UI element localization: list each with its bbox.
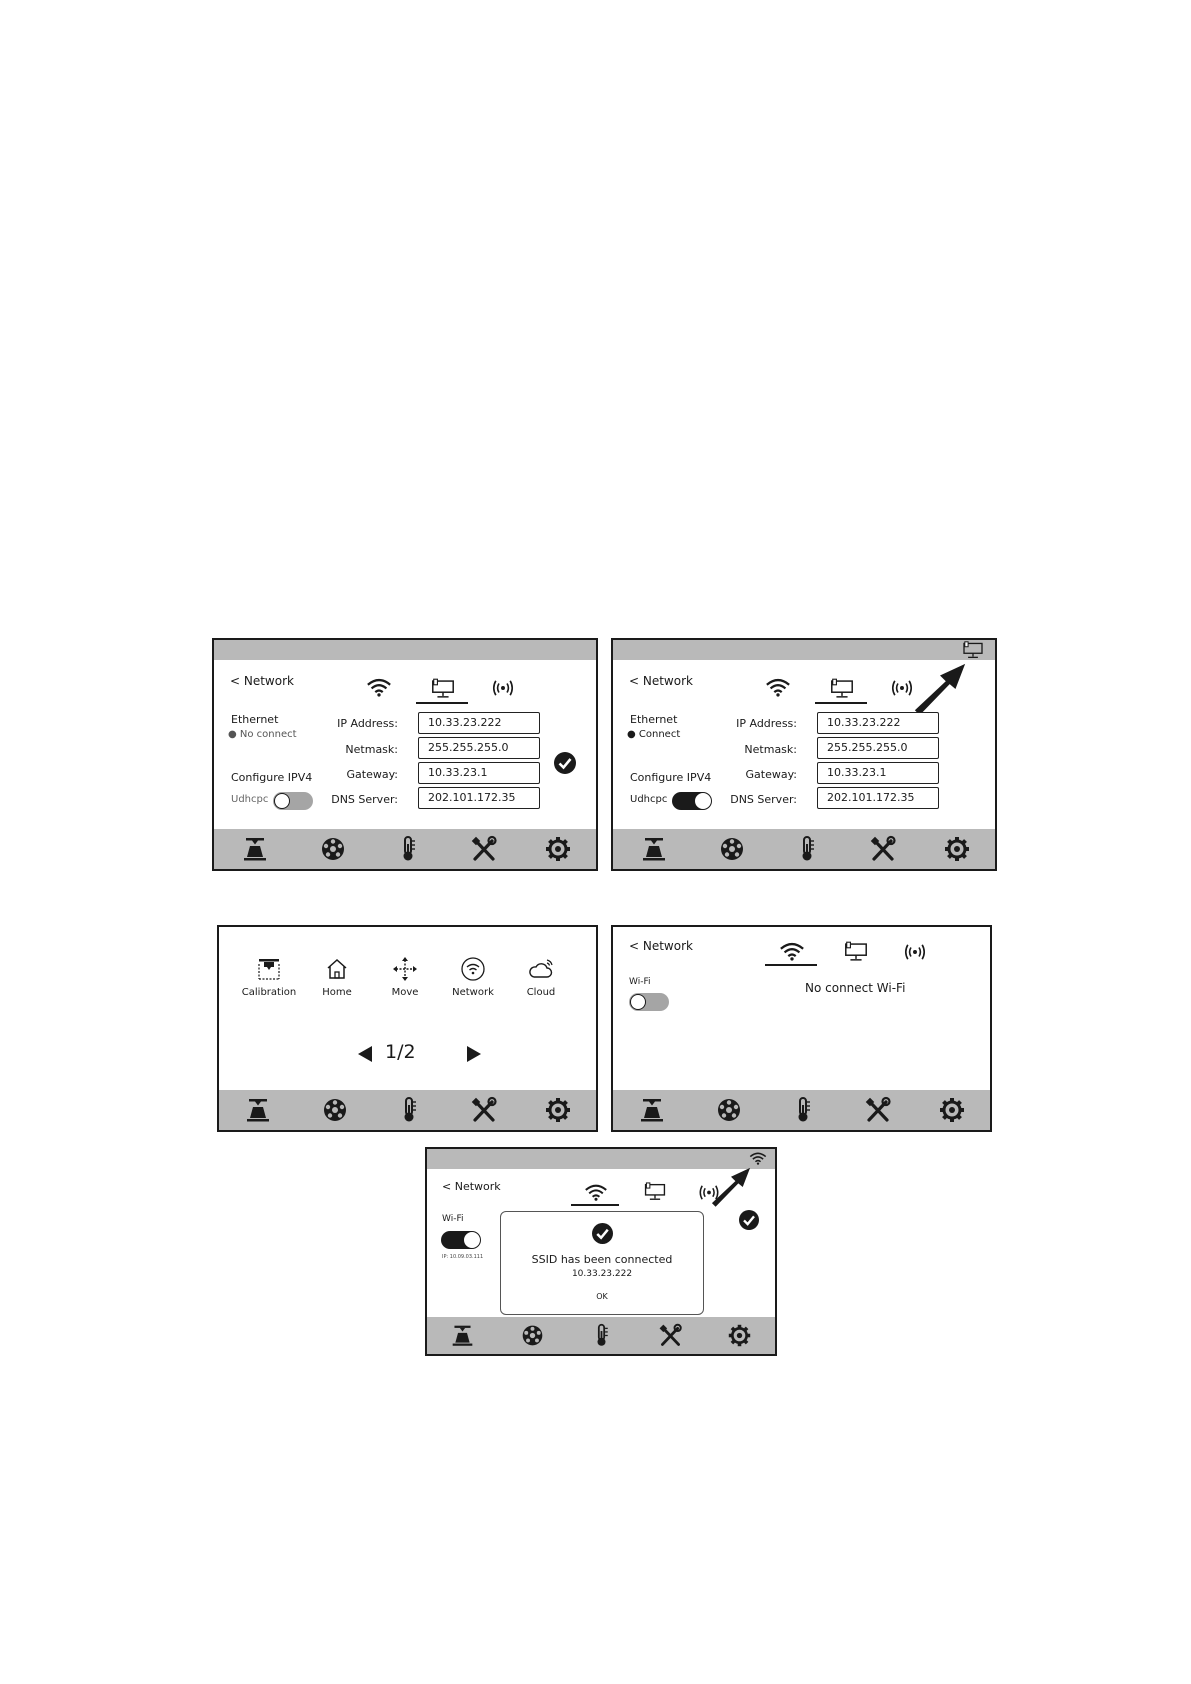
tools-icon[interactable] [864,1096,892,1124]
status-dot: ● [627,729,639,740]
bottom-nav [219,1090,596,1130]
ethernet-tab-icon[interactable] [643,1182,667,1201]
dns-server-label: DNS Server: [730,793,797,806]
menu-label-network: Network [452,987,494,998]
ip-address-field[interactable]: 10.33.23.222 [418,712,540,734]
active-tab-indicator [765,964,817,966]
calibration-icon [256,957,282,981]
wifi-tab-icon[interactable] [765,678,791,697]
thermometer-icon[interactable] [395,1096,423,1124]
wifi-toggle[interactable] [629,993,669,1011]
menu-label-calibration: Calibration [241,987,297,998]
wifi-status-icon [749,1152,767,1165]
connection-type-label: Ethernet [630,713,678,726]
hotspot-tab-icon[interactable] [902,943,928,961]
screen-main-menu [217,925,598,1132]
ip-address-label: IP Address: [337,717,398,730]
udhcpc-toggle[interactable] [672,792,712,810]
screen-ethernet-connected [611,638,997,871]
home-icon [325,957,349,981]
dns-server-field[interactable]: 202.101.172.35 [817,787,939,809]
thermometer-icon[interactable] [394,835,422,863]
thermometer-icon[interactable] [789,1096,817,1124]
ip-address-field[interactable]: 10.33.23.222 [817,712,939,734]
wifi-label: Wi-Fi [442,1214,464,1224]
status-dot: ● [228,729,240,740]
toggle-knob [464,1232,480,1248]
netmask-label: Netmask: [744,743,797,756]
bottom-nav [613,829,995,869]
screen-wifi-disconnected [611,925,992,1132]
menu-item-home[interactable] [307,957,367,1001]
pointer-arrow-icon [709,1165,753,1209]
udhcpc-toggle[interactable] [273,792,313,810]
cloud-icon [528,957,554,981]
menu-item-move[interactable] [375,957,435,1001]
tools-icon[interactable] [869,835,897,863]
connection-dialog [500,1211,704,1315]
settings-gear-icon[interactable] [938,1096,966,1124]
status-bar [613,640,995,660]
settings-gear-icon[interactable] [544,835,572,863]
wifi-tab-icon[interactable] [366,678,392,697]
print-icon[interactable] [450,1323,475,1348]
connection-type-label: Ethernet [231,713,279,726]
gateway-field[interactable]: 10.33.23.1 [817,762,939,784]
filament-spool-icon[interactable] [520,1323,545,1348]
previous-page-icon[interactable] [358,1046,372,1062]
netmask-label: Netmask: [345,743,398,756]
tools-icon[interactable] [470,1096,498,1124]
connection-status [627,729,680,740]
toggle-knob [695,793,711,809]
screen-ethernet-disconnected [212,638,598,871]
wifi-tab-icon[interactable] [779,942,805,961]
filament-spool-icon[interactable] [715,1096,743,1124]
configure-ipv4-label: Configure IPV4 [231,771,313,784]
menu-item-cloud[interactable] [511,957,571,1001]
print-icon[interactable] [640,835,668,863]
pointer-arrow-icon [911,660,969,718]
connection-status-text: No connect [239,729,297,740]
udhcpc-label: Udhcpc [231,794,269,805]
menu-item-network[interactable] [443,957,503,1001]
filament-spool-icon[interactable] [319,835,347,863]
wifi-tab-icon[interactable] [584,1184,608,1201]
settings-gear-icon[interactable] [544,1096,572,1124]
dialog-ok-button[interactable]: OK [596,1292,608,1301]
back-button[interactable]: < Network [230,674,294,688]
success-check-icon [592,1223,613,1244]
bottom-nav [613,1090,990,1130]
toggle-knob [630,994,646,1010]
wifi-label: Wi-Fi [629,977,651,987]
connection-status-text: Connect [638,729,681,740]
dialog-title: SSID has been connected [531,1253,673,1266]
back-button[interactable]: < Network [442,1180,501,1193]
filament-spool-icon[interactable] [718,835,746,863]
connection-status [228,729,297,740]
tools-icon[interactable] [658,1323,683,1348]
ip-address-label: IP Address: [736,717,797,730]
network-icon [461,957,485,981]
active-tab-indicator [571,1204,619,1206]
wifi-status-message: No connect Wi-Fi [805,981,906,995]
settings-gear-icon[interactable] [943,835,971,863]
udhcpc-label: Udhcpc [630,794,668,805]
bottom-nav [427,1317,775,1354]
status-bar [214,640,596,660]
wifi-ip-small: IP: 10.09.03.111 [442,1254,484,1260]
gateway-field[interactable]: 10.33.23.1 [418,762,540,784]
configure-ipv4-label: Configure IPV4 [630,771,712,784]
tools-icon[interactable] [470,835,498,863]
screen-wifi-connected [425,1147,777,1356]
thermometer-icon[interactable] [589,1323,614,1348]
ethernet-tab-icon[interactable] [843,941,869,962]
wifi-toggle[interactable] [441,1231,481,1249]
ethernet-tab-icon[interactable] [430,678,456,699]
active-tab-indicator [416,702,468,704]
dialog-ip: 10.33.23.222 [571,1269,633,1279]
print-icon[interactable] [241,835,269,863]
bottom-nav [214,829,596,869]
back-button[interactable]: < Network [629,939,693,953]
confirm-check-icon[interactable] [739,1210,759,1230]
netmask-field[interactable]: 255.255.255.0 [418,737,540,759]
next-page-icon[interactable] [467,1046,481,1062]
menu-label-move: Move [391,987,419,998]
toggle-knob [274,793,290,809]
settings-gear-icon[interactable] [727,1323,752,1348]
print-icon[interactable] [244,1096,272,1124]
page-indicator: 1/2 [385,1041,416,1063]
move-icon [393,957,417,981]
dns-server-field[interactable]: 202.101.172.35 [418,787,540,809]
active-tab-indicator [815,702,867,704]
print-icon[interactable] [638,1096,666,1124]
ethernet-tab-icon[interactable] [829,678,855,699]
back-button[interactable]: < Network [629,674,693,688]
gateway-label: Gateway: [346,768,398,781]
dns-server-label: DNS Server: [331,793,398,806]
menu-label-home: Home [322,987,352,998]
filament-spool-icon[interactable] [321,1096,349,1124]
netmask-field[interactable]: 255.255.255.0 [817,737,939,759]
confirm-check-icon[interactable] [554,752,576,774]
menu-item-calibration[interactable] [239,957,299,1001]
hotspot-tab-icon[interactable] [490,679,516,697]
thermometer-icon[interactable] [793,835,821,863]
menu-label-cloud: Cloud [526,987,556,998]
gateway-label: Gateway: [745,768,797,781]
ethernet-status-icon [961,641,985,659]
